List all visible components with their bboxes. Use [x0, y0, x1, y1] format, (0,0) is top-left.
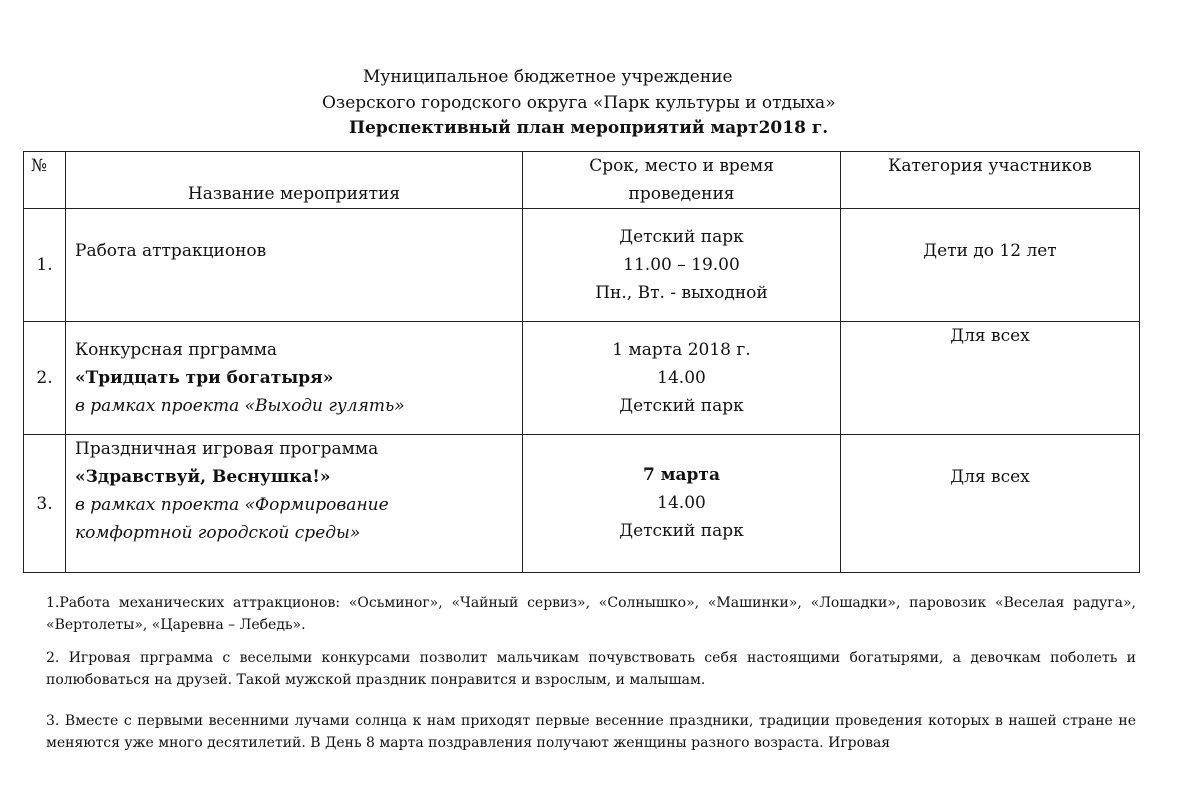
org-type-line: Муниципальное бюджетное учреждение	[363, 67, 733, 87]
event-time: 11.00 – 19.00	[623, 255, 740, 275]
event-type: Конкурсная прграмма	[75, 340, 278, 360]
event-category: Для всех	[841, 322, 1140, 435]
event-name	[66, 322, 523, 435]
event-when	[523, 435, 841, 573]
event-category: Дети до 12 лет	[841, 209, 1140, 322]
column-header-when	[523, 152, 841, 209]
note-spring-holiday: 3. Вместе с первыми весенними лучами солнца к нам приходят первые весенние праздники, традиции проведения которых в нашей стране не меняются уже много десятилетий. В День 8 марта поздравления получают женщины разного возраста. Игровая	[46, 713, 1136, 751]
event-date: 1 марта 2018 г.	[612, 340, 751, 360]
table-row	[24, 209, 1140, 322]
table-row	[24, 435, 1140, 573]
event-time: 14.00	[657, 368, 706, 388]
event-place: Детский парк	[619, 227, 744, 247]
column-header-name: Название мероприятия	[66, 152, 523, 209]
events-table	[23, 151, 1140, 573]
event-days-off: Пн., Вт. - выходной	[595, 283, 768, 303]
event-project: в рамках проекта «Формирование	[75, 495, 389, 515]
event-type: Праздничная игровая программа	[75, 439, 379, 459]
column-header-category: Категория участников	[841, 152, 1140, 209]
event-date: 7 марта	[643, 465, 720, 485]
event-category: Для всех	[841, 435, 1140, 573]
row-number: 3.	[24, 435, 66, 573]
column-header-number: №	[24, 152, 66, 209]
row-number: 2.	[24, 322, 66, 435]
note-attractions: 1.Работа механических аттракционов: «Осьминог», «Чайный сервиз», «Солнышко», «Машинки», «Лошадки», паровозик «Веселая радуга», «Вертолеты», «Царевна – Лебедь».	[46, 595, 1136, 633]
page-title: Перспективный план мероприятий март2018 г.	[349, 118, 829, 138]
row-number: 1.	[24, 209, 66, 322]
table-header-row	[24, 152, 1140, 209]
event-project: в рамках проекта «Выходи гулять»	[75, 396, 405, 416]
event-project-cont: комфортной городской среды»	[75, 523, 361, 543]
event-place: Детский парк	[619, 396, 744, 416]
event-name: Работа аттракционов	[66, 209, 523, 322]
table-row	[24, 322, 1140, 435]
column-header-when-line2: проведения	[628, 184, 735, 204]
column-header-when-line1: Срок, место и время	[589, 156, 774, 176]
event-title: «Здравствуй, Веснушка!»	[75, 467, 331, 487]
event-name	[66, 435, 523, 573]
org-name-line: Озерского городского округа «Парк культуры и отдыха»	[322, 93, 836, 113]
note-contest-program: 2. Игровая прграмма с веселыми конкурсами позволит мальчикам почувствовать себя настоящими богатырями, а девочкам поболеть и полюбоваться на друзей. Такой мужской праздник понравится и взрослым, и малышам.	[46, 650, 1136, 688]
event-place: Детский парк	[619, 521, 744, 541]
event-title: «Тридцать три богатыря»	[75, 368, 334, 388]
event-when	[523, 322, 841, 435]
event-when	[523, 209, 841, 322]
event-time: 14.00	[657, 493, 706, 513]
